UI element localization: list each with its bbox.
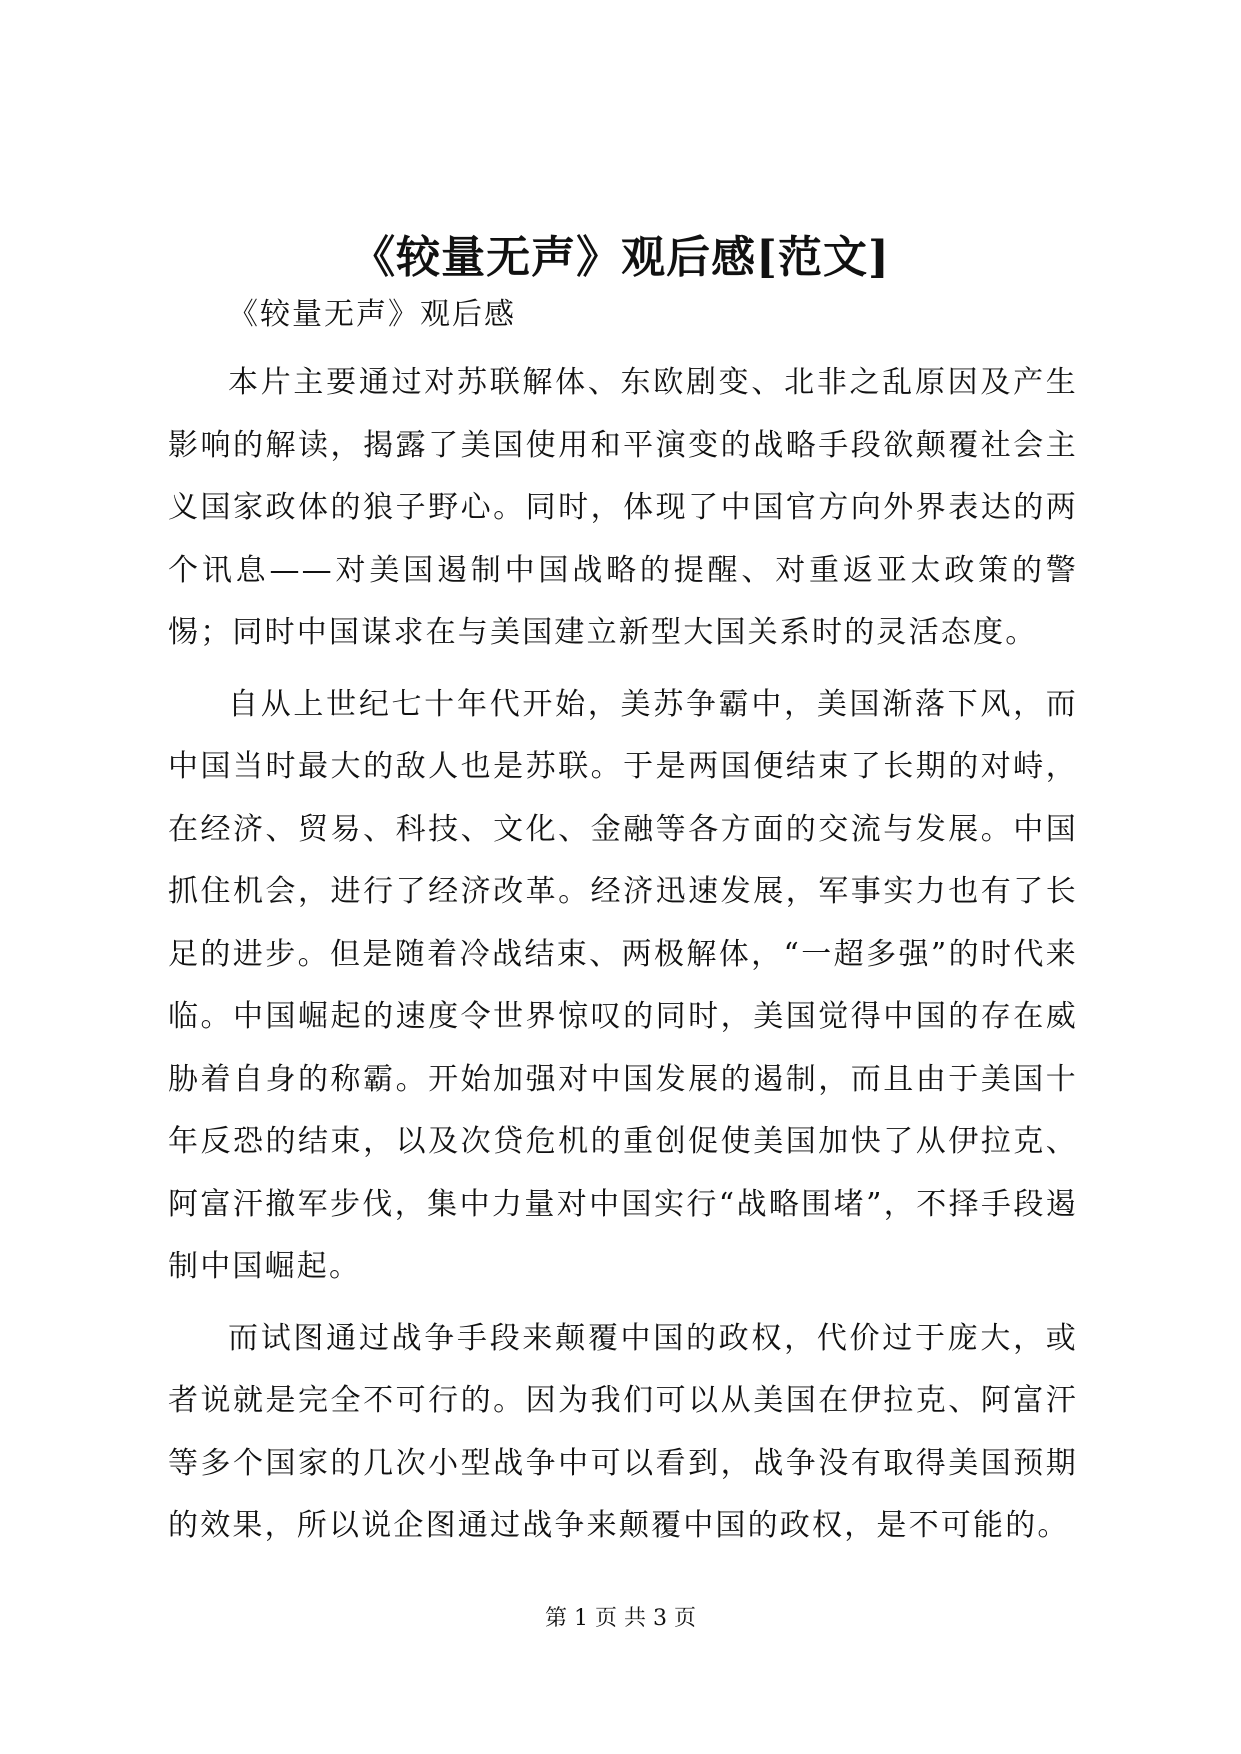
document-title: 《较量无声》观后感[范文] bbox=[351, 232, 890, 283]
body-paragraph-3: 而试图通过战争手段来颠覆中国的政权，代价过于庞大，或者说就是完全不可行的。因为我们可以从美国在伊拉克、阿富汗等多个国家的几次小型战争中可以看到，战争没有取得美国预期的效果，所以说企图通过战争来颠覆中国的政权，是不可能的。 bbox=[168, 1320, 1078, 1543]
page-number-footer: 第 1 页 共 3 页 bbox=[545, 1606, 696, 1631]
body-paragraph-2: 自从上世纪七十年代开始，美苏争霸中，美国渐落下风，而中国当时最大的敌人也是苏联。于是两国便结束了长期的对峙，在经济、贸易、科技、文化、金融等各方面的交流与发展。中国抓住机会，进行了经济改革。经济迅速发展，军事实力也有了长足的进步。但是随着冷战结束、两极解体，“一超多强”的时代来临。中国崛起的速度令世界惊叹的同时，美国觉得中国的存在威胁着自身的称霸。开始加强对中国发展的遏制，而且由于美国十年反恐的结束，以及次贷危机的重创促使美国加快了从伊拉克、阿富汗撤军步伐，集中力量对中国实行“战略围堵”，不择手段遏制中国崛起。 bbox=[168, 686, 1078, 1284]
document-subtitle: 《较量无声》观后感 bbox=[228, 297, 516, 332]
document-body bbox=[168, 352, 1078, 1567]
body-paragraph-1: 本片主要通过对苏联解体、东欧剧变、北非之乱原因及产生影响的解读，揭露了美国使用和平演变的战略手段欲颠覆社会主义国家政体的狼子野心。同时，体现了中国官方向外界表达的两个讯息——对美国遏制中国战略的提醒、对重返亚太政策的警惕；同时中国谋求在与美国建立新型大国关系时的灵活态度。 bbox=[168, 365, 1078, 650]
